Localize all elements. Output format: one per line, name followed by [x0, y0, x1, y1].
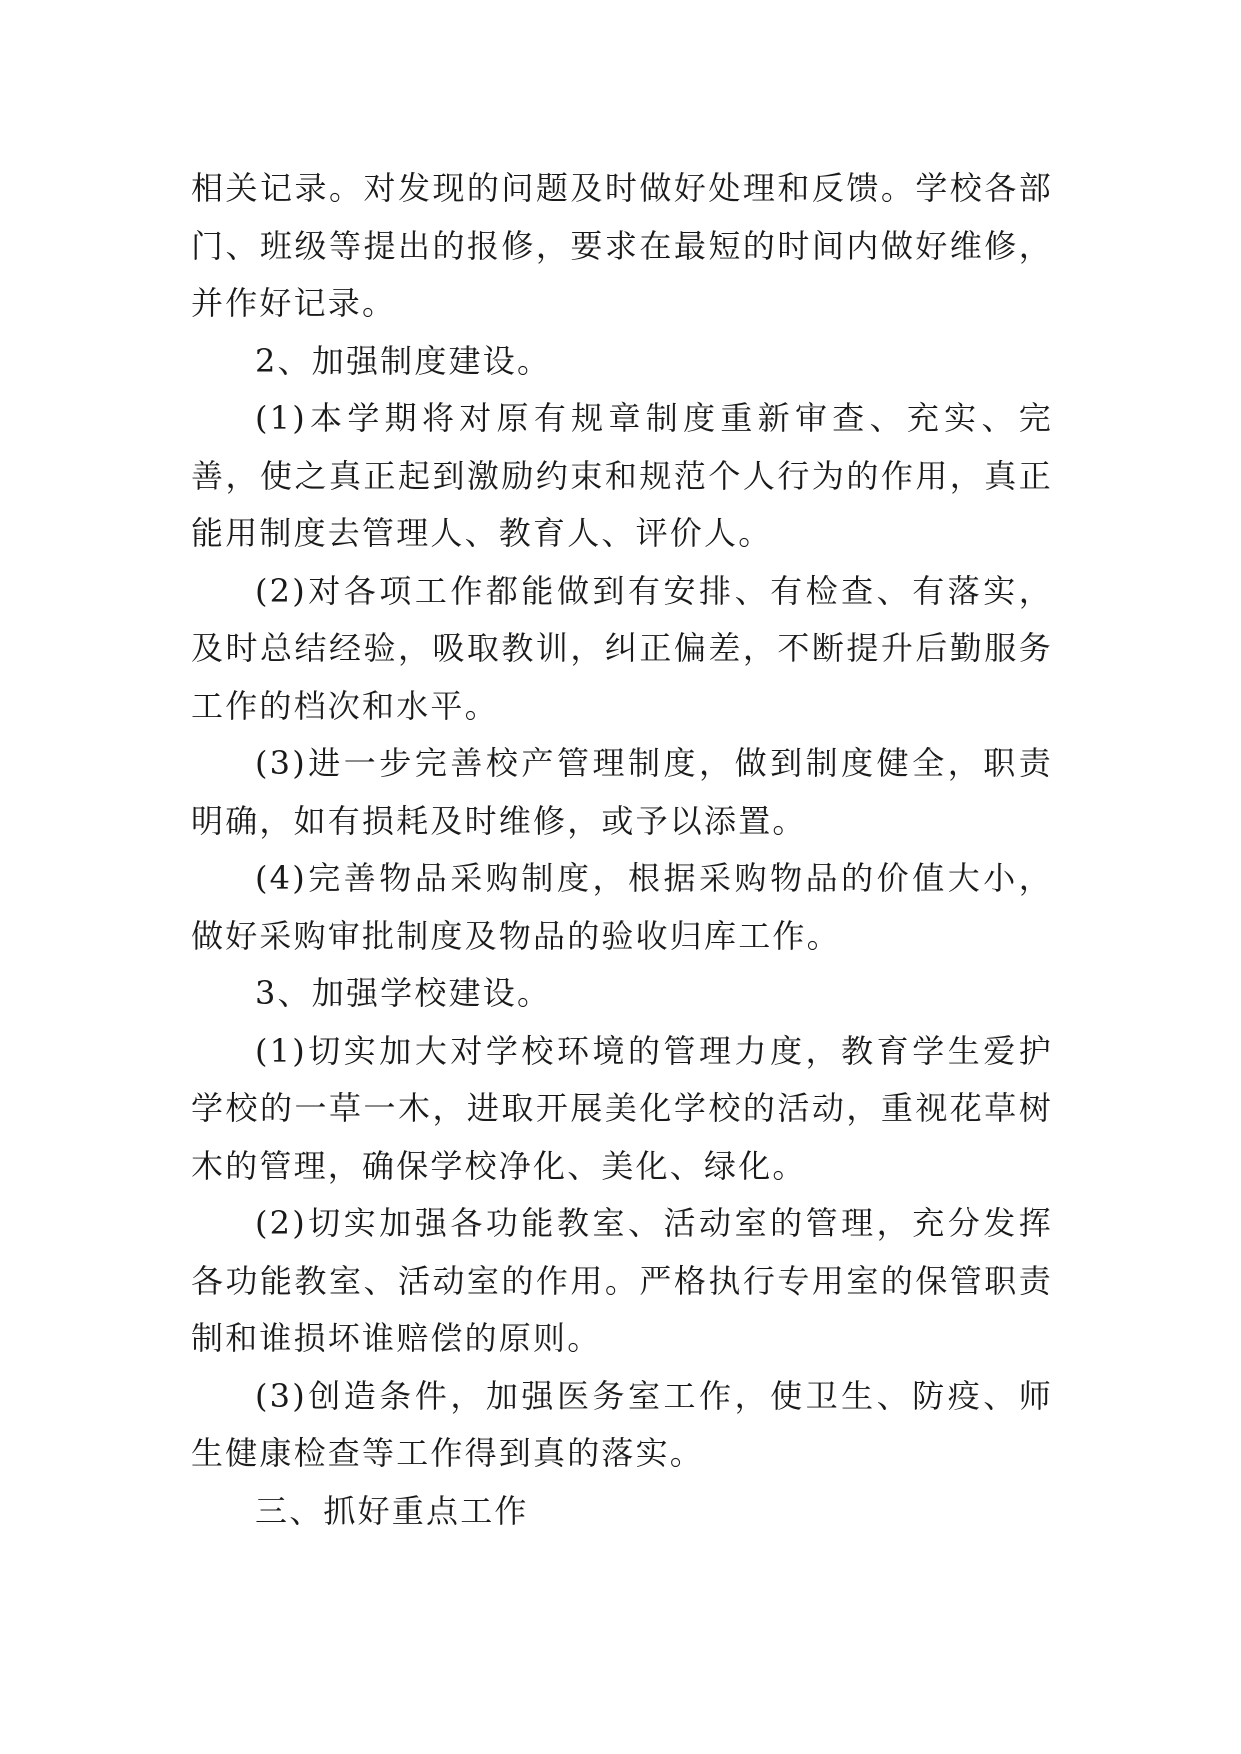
paragraph-item-2-function-rooms: (2)切实加强各功能教室、活动室的管理，充分发挥各功能教室、活动室的作用。严格执行专用室的保管职责制和谁损坏谁赔偿的原则。 — [191, 1204, 1053, 1357]
paragraph-item-3-property-management: (3)进一步完善校产管理制度，做到制度健全，职责明确，如有损耗及时维修，或予以添置。 — [191, 744, 1053, 840]
heading-institution-building: 2、加强制度建设。 — [255, 341, 552, 380]
heading-key-work: 三、抓好重点工作 — [255, 1491, 529, 1530]
paragraph-continuation-records: 相关记录。对发现的问题及时做好处理和反馈。学校各部门、班级等提出的报修，要求在最短的时间内做好维修，并作好记录。 — [191, 169, 1053, 322]
document-body — [191, 160, 1053, 1540]
paragraph-item-2-work-arrangement: (2)对各项工作都能做到有安排、有检查、有落实，及时总结经验，吸取教训，纠正偏差，不断提升后勤服务工作的档次和水平。 — [191, 571, 1053, 725]
heading-school-building: 3、加强学校建设。 — [255, 974, 552, 1012]
paragraph-item-1-environment: (1)切实加大对学校环境的管理力度，教育学生爱护学校的一草一木，进取开展美化学校的活动，重视花草树木的管理，确保学校净化、美化、绿化。 — [191, 1031, 1053, 1185]
paragraph-item-1-rules-review: (1)本学期将对原有规章制度重新审查、充实、完善，使之真正起到激励约束和规范个人行为的作用，真正能用制度去管理人、教育人、评价人。 — [191, 399, 1053, 552]
paragraph-item-3-clinic: (3)创造条件，加强医务室工作，使卫生、防疫、师生健康检查等工作得到真的落实。 — [191, 1376, 1053, 1472]
paragraph-item-4-procurement: (4)完善物品采购制度，根据采购物品的价值大小，做好采购审批制度及物品的验收归库工作。 — [191, 859, 1053, 955]
